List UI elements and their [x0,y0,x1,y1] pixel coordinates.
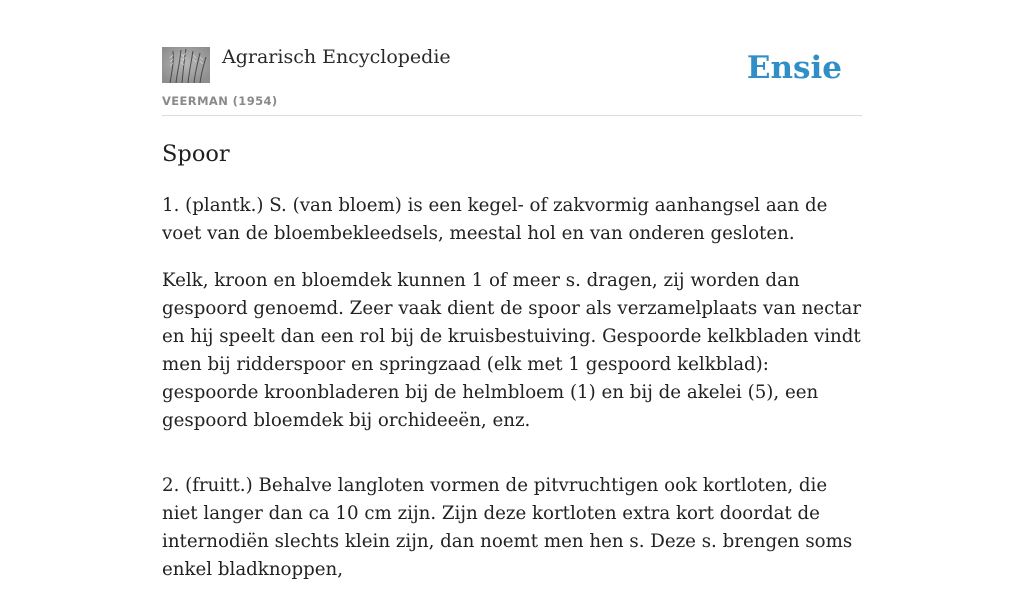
entry-paragraph: 2. (fruitt.) Behalve langloten vormen de pitvruchtigen ook kortloten, die niet langer dan ca 10 cm zijn. Zijn deze kortloten extra kort doordat de internodiën slechts klein zijn, dan noemt men hen s. Deze s. brengen soms enkel bladknoppen, [162,475,853,580]
book-author-year: VEERMAN (1954) [162,94,278,108]
book-title[interactable]: Agrarisch Encyclopedie [222,46,451,68]
entry-paragraph: Kelk, kroon en bloemdek kunnen 1 of meer s. dragen, zij worden dan gespoord genoemd. Zeer vaak dient de spoor als verzamelplaats van nectar en hij speelt dan een rol bij de kruisbestuiving. Gespoorde kelkbladen vindt men bij ridderspoor en springzaad (elk met 1 gespoord kelkblad): gespoorde kroonbladeren bij de helmbloem (1) en bij de akelei (5), een gespoord bloemdek bij orchideeën, enz. [162,270,862,431]
wheat-ears-icon[interactable] [162,47,210,83]
entry-content [162,138,862,603]
book-header [162,44,862,116]
ensie-logo-link[interactable]: Ensie [746,50,842,86]
entry-title: Spoor [162,141,230,167]
entry-paragraph: 1. (plantk.) S. (van bloem) is een kegel- of zakvormig aanhangsel aan de voet van de bloembekleedsels, meestal hol en van onderen gesloten. [162,195,828,244]
